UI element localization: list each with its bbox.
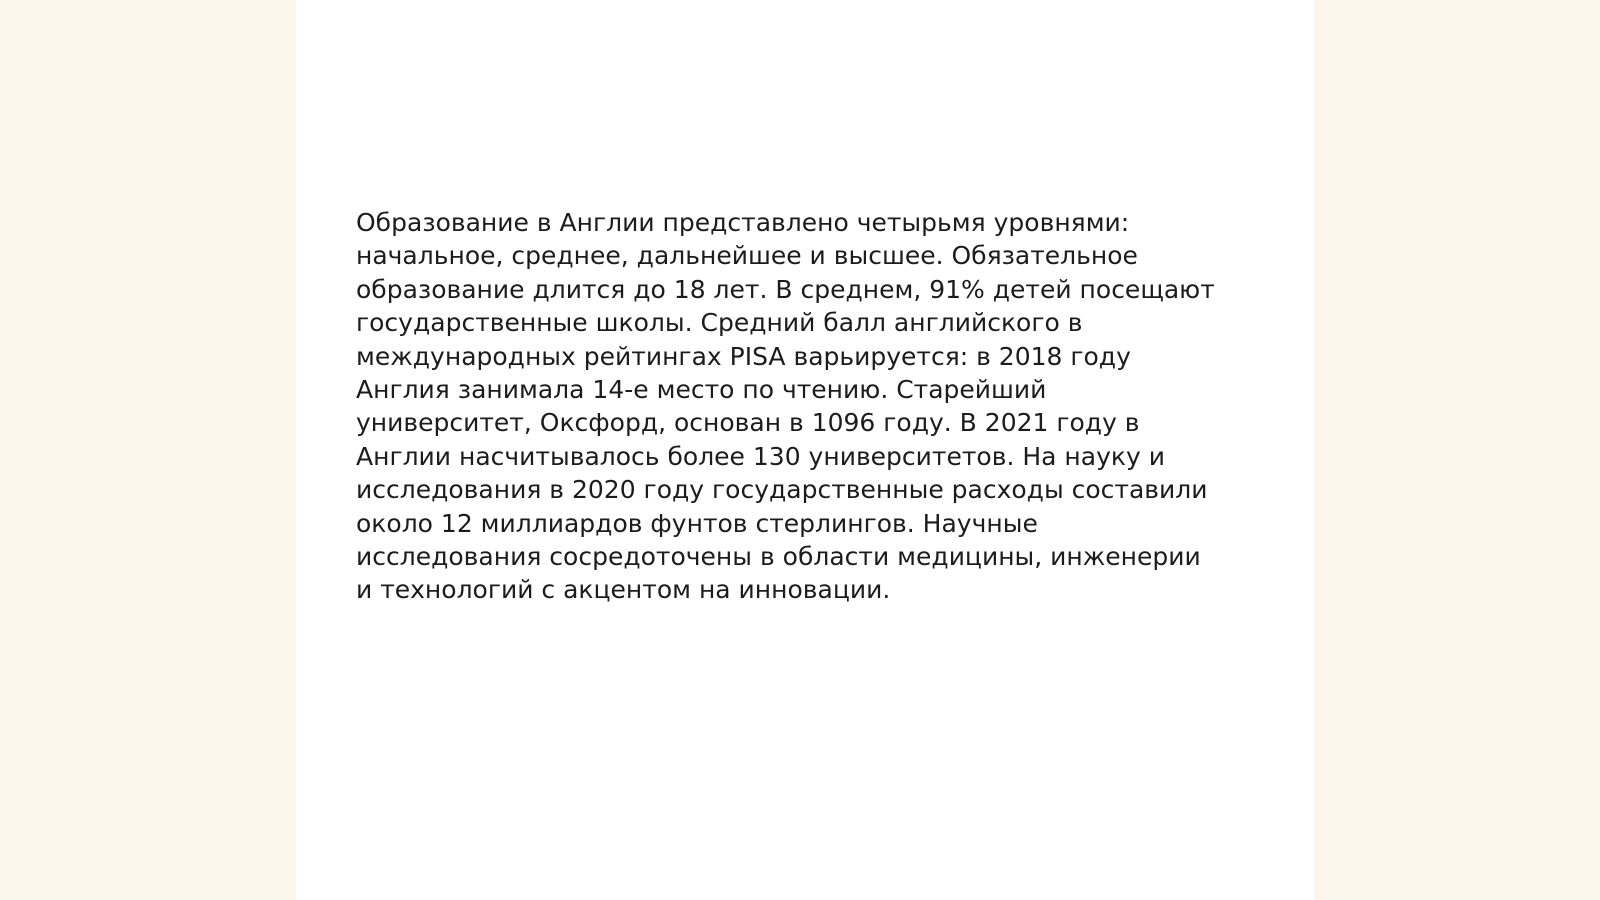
text-line: Англии насчитывалось более 130 университетов. На науку и (356, 441, 1165, 471)
text-line: и технологий с акцентом на инновации. (356, 575, 891, 605)
text-line: государственные школы. Средний балл английского в (356, 308, 1083, 338)
text-line: около 12 миллиардов фунтов стерлингов. Научные (356, 508, 1038, 538)
text-line: университет, Оксфорд, основан в 1096 году. В 2021 году в (356, 408, 1140, 438)
text-line: образование длится до 18 лет. В среднем, 91% детей посещают (356, 274, 1215, 304)
text-line: исследования в 2020 году государственные расходы составили (356, 475, 1208, 505)
slide-body-text (356, 206, 1246, 607)
text-line: исследования сосредоточены в области медицины, инженерии (356, 542, 1201, 572)
text-line: международных рейтингах PISA варьируется: в 2018 году (356, 341, 1131, 371)
text-line: Англия занимала 14-е место по чтению. Старейший (356, 375, 1047, 405)
slide-page (296, 0, 1314, 900)
text-line: Образование в Англии представлено четырьмя уровнями: (356, 208, 1130, 237)
text-line: начальное, среднее, дальнейшее и высшее. Обязательное (356, 241, 1138, 271)
